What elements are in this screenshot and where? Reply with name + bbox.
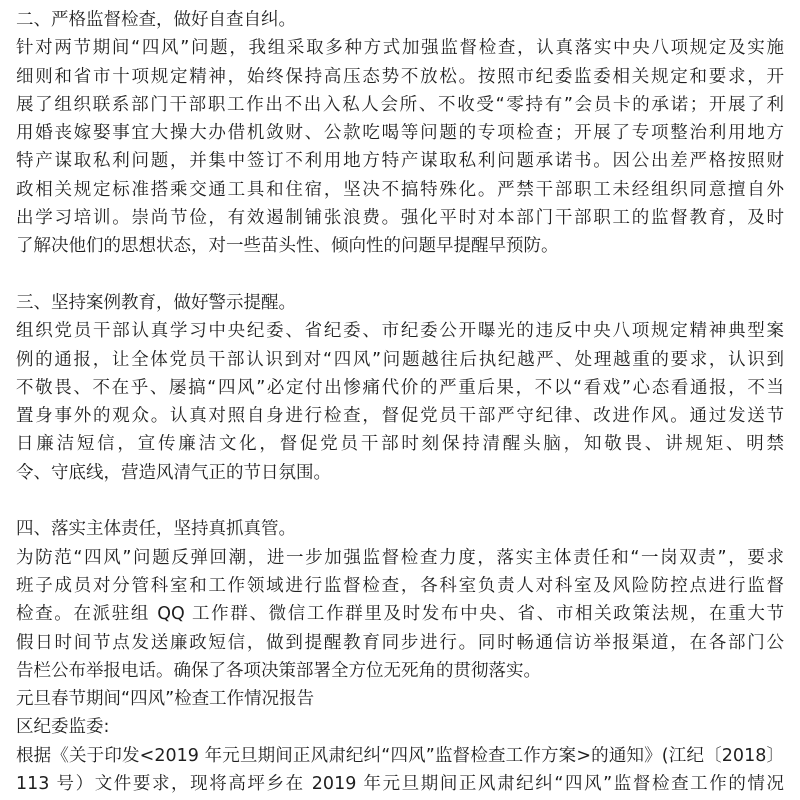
section-heading: 二、严格监督检查，做好自查自纠。 [16,10,296,30]
paragraph-line: 班子成员对分管科室和工作领域进行监督检查，各科室负责人对科室及风险防控点进行监督 [16,575,784,596]
paragraph-line: 检查。在派驻组 QQ 工作群、微信工作群里及时发布中央、省、市相关政策法规，在重大节 [16,604,784,625]
paragraph-line: 针对两节期间“四风”问题，我组采取多种方式加强监督检查，认真落实中央八项规定及实施 [16,38,784,59]
paragraph-spacer [16,261,784,289]
paragraph-spacer [16,487,784,515]
paragraph-line: 置身事外的观众。认真对照自身进行检查，督促党员干部严守纪律、改进作风。通过发送节 [16,406,784,427]
paragraph-line: 不敬畏、不在乎、屡搞“四风”必定付出惨痛代价的严重后果，不以“看戏”心态看通报，不当 [16,377,784,398]
paragraph-line: 出学习培训。崇尚节俭，有效遏制铺张浪费。强化平时对本部门干部职工的监督教育，及时 [16,208,784,229]
paragraph-line: 用婚丧嫁娶事宜大操大办借机敛财、公款吃喝等问题的专项检查；开展了专项整治利用地方 [16,123,784,144]
paragraph-line: 了解决他们的思想状态，对一些苗头性、倾向性的问题早提醒早预防。 [16,236,559,257]
paragraph-line: 根据《关于印发<2019 年元旦期间正风肃纪纠“四风”监督检查工作方案>的通知》(江纪〔2018〕 [16,745,784,766]
paragraph-line: 日廉洁短信，宣传廉洁文化，督促党员干部时刻保持清醒头脑，知敬畏、讲规矩、明禁 [16,434,784,455]
paragraph-line: 细则和省市十项规定精神，始终保持高压态势不放松。按照市纪委监委相关规定和要求，开 [16,66,784,87]
paragraph-line: 政相关规定标准搭乘交通工具和住宿，坚决不搞特殊化。严禁干部职工未经组织同意擅自外 [16,179,784,200]
paragraph-line: 告栏公布举报电话。确保了各项决策部署全方位无死角的贯彻落实。 [16,660,541,681]
paragraph-line: 令、守底线，营造风清气正的节日氛围。 [16,462,331,483]
section-heading: 四、落实主体责任，坚持真抓真管。 [16,519,296,540]
paragraph-line: 特产谋取私利问题，并集中签订不利用地方特产谋取私利问题承诺书。因公出差严格按照财 [16,151,784,172]
paragraph-line: 113 号）文件要求，现将高坪乡在 2019 年元旦期间正风肃纪纠“四风”监督检查工作的情况 [16,774,784,795]
paragraph-line: 假日时间节点发送廉政短信，做到提醒教育同步进行。同时畅通信访举报渠道，在各部门公 [16,632,784,653]
section-heading: 三、坚持案例教育，做好警示提醒。 [16,292,296,313]
paragraph-line: 展了组织联系部门干部职工作出不出入私人会所、不收受“零持有”会员卡的承诺；开展了利 [16,94,784,115]
document-body [16,6,784,798]
report-addressee: 区纪委监委: [16,717,110,738]
paragraph-line: 组织党员干部认真学习中央纪委、省纪委、市纪委公开曝光的违反中央八项规定精神典型案 [16,321,784,342]
report-title: 元旦春节期间“四风”检查工作情况报告 [16,689,315,710]
paragraph-line: 例的通报，让全体党员干部认识到对“四风”问题越往后执纪越严、处理越重的要求，认识到 [16,349,784,370]
paragraph-line: 为防范“四风”问题反弹回潮，进一步加强监督检查力度，落实主体责任和“一岗双责”，要求 [16,547,784,568]
